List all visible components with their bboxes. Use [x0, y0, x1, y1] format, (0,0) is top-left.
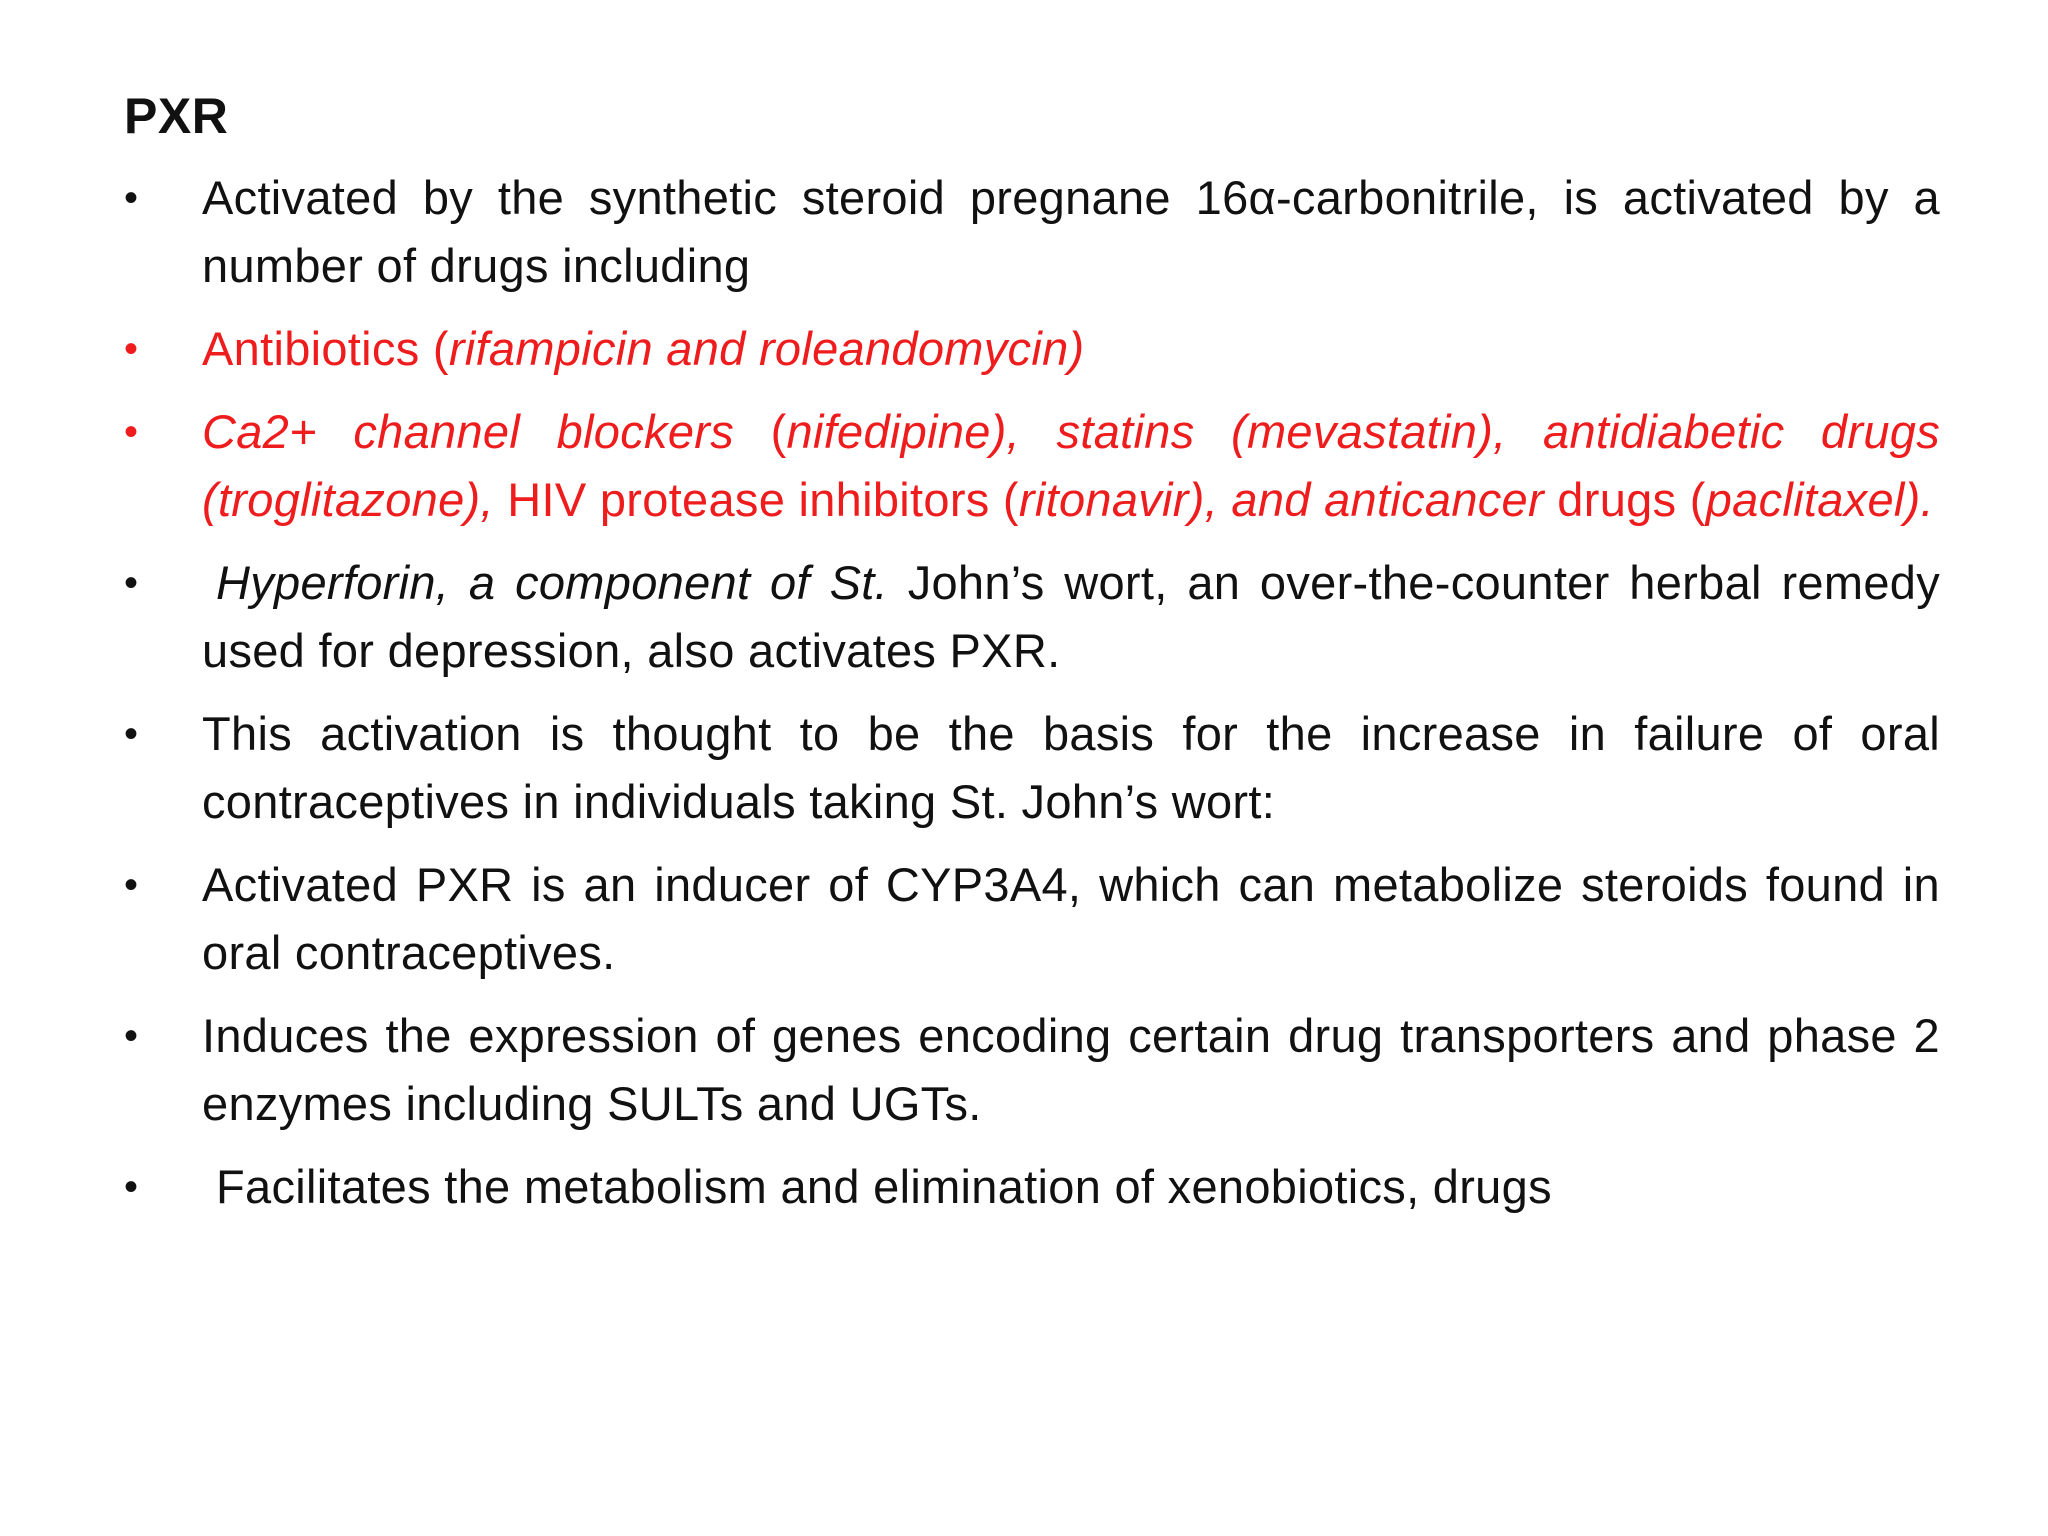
bullet-text: Facilitates the metabolism and elimination of xenobiotics, drugs [216, 1160, 1552, 1213]
bullet-text: Activated PXR is an inducer of CYP3A4, which can metabolize steroids found in oral contraceptives. [202, 858, 1940, 979]
bullet-dot-icon: • [124, 1165, 139, 1209]
slide-title: PXR [124, 88, 229, 144]
bullet-dot-icon: • [124, 410, 139, 454]
bullet-item-hyperforin [124, 549, 1940, 685]
bullet-text: Induces the expression of genes encoding certain drug transporters and phase 2 enzymes including SULTs and UGTs. [202, 1009, 1940, 1130]
bullet-item-drug-classes [124, 398, 1940, 534]
bullet-item-gene-expression [124, 1002, 1940, 1138]
bullet-dot-icon: • [124, 176, 139, 220]
bullet-item-metabolism [124, 1153, 1940, 1221]
bullet-dot-icon: • [124, 712, 139, 756]
bullet-text: ( [770, 405, 787, 458]
bullet-text-italic: Hyperforin, a component of St. [216, 556, 888, 609]
bullet-text-italic: ritonavir), and anticancer [1018, 473, 1544, 526]
bullet-text-italic: paclitaxel). [1705, 473, 1934, 526]
bullet-text-italic: rifampicin and roleandomycin) [448, 322, 1085, 375]
bullet-dot-icon: • [124, 561, 139, 605]
bullet-text: drugs ( [1543, 473, 1706, 526]
bullet-item-cyp3a4 [124, 851, 1940, 987]
bullet-text: Antibiotics ( [202, 322, 449, 375]
bullet-dot-icon: • [124, 327, 139, 371]
bullet-text: HIV protease inhibitors ( [493, 473, 1019, 526]
bullet-text-italic: nifedipine), statins (mevastatin), antidiabetic drugs (troglitazone), [202, 405, 1941, 526]
bullet-item-activation [124, 164, 1940, 300]
bullet-item-contraceptive-failure [124, 700, 1940, 836]
bullet-list [124, 164, 1940, 1236]
bullet-text: Activated by the synthetic steroid pregnane 16α-carbonitrile, is activated by a number of drugs including [202, 171, 1940, 292]
bullet-item-antibiotics [124, 315, 1940, 383]
bullet-text: John’s wort, an over-the-counter herbal remedy used for depression, also activates PXR. [202, 556, 1941, 677]
bullet-dot-icon: • [124, 863, 139, 907]
bullet-dot-icon: • [124, 1014, 139, 1058]
bullet-text-italic: Ca2+ channel blockers [202, 405, 771, 458]
bullet-text: This activation is thought to be the basis for the increase in failure of oral contraceptives in individuals taking St. John’s wort: [202, 707, 1940, 828]
